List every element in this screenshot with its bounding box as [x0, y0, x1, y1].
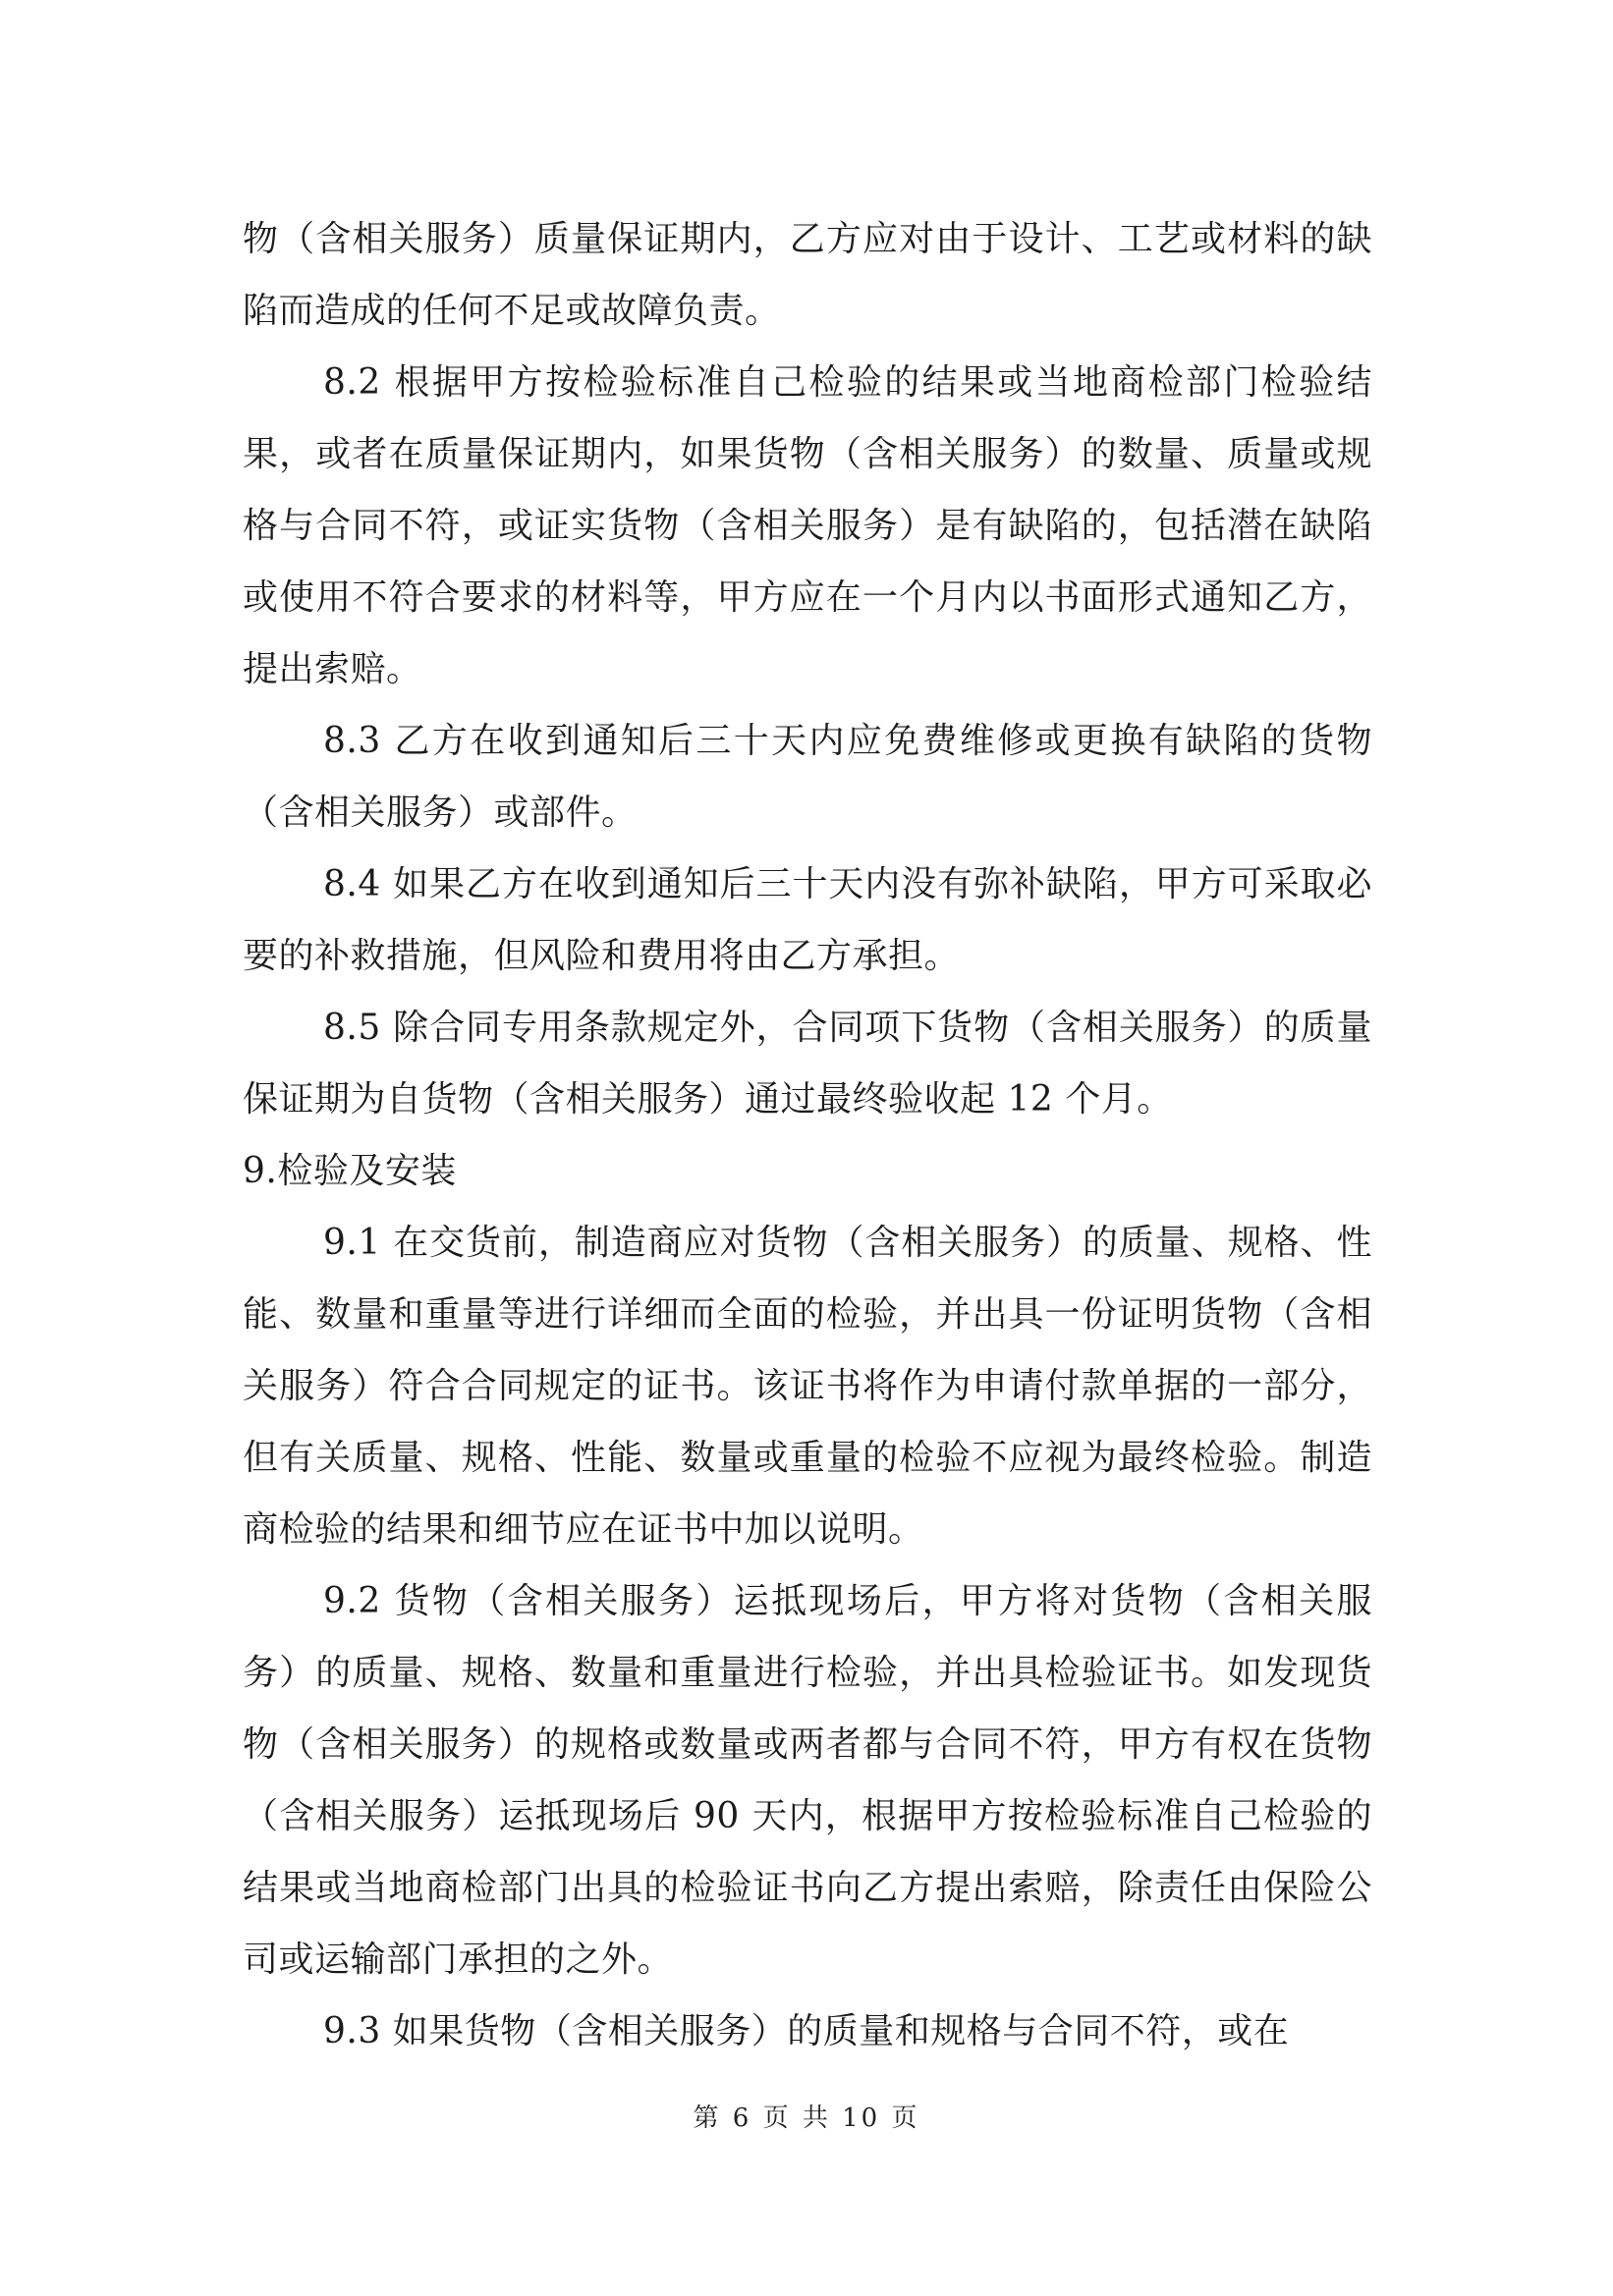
document-body [243, 203, 1372, 2067]
paragraph-8-5: 8.5 除合同专用条款规定外，合同项下货物（含相关服务）的质量保证期为自货物（含相关服务）通过最终验收起 12 个月。 [243, 1008, 1372, 1120]
paragraph-9-1: 9.1 在交货前，制造商应对货物（含相关服务）的质量、规格、性能、数量和重量等进行详细而全面的检验，并出具一份证明货物（含相关服务）符合合同规定的证书。该证书将作为申请付款单据的一部分，但有关质量、规格、性能、数量或重量的检验不应视为最终检验。制造商检验的结果和细节应在证书中加以说明。 [243, 1223, 1372, 1550]
paragraph-9-2: 9.2 货物（含相关服务）运抵现场后，甲方将对货物（含相关服务）的质量、规格、数量和重量进行检验，并出具检验证书。如发现货物（含相关服务）的规格或数量或两者都与合同不符，甲方有权在货物（含相关服务）运抵现场后 90 天内，根据甲方按检验标准自己检验的结果或当地商检部门出具的检验证书向乙方提出索赔，除责任由保险公司或运输部门承担的之外。 [243, 1581, 1372, 1980]
paragraph-continuation: 物（含相关服务）质量保证期内，乙方应对由于设计、工艺或材料的缺陷而造成的任何不足或故障负责。 [243, 219, 1372, 331]
page-footer: 第 6 页 共 10 页 [693, 2104, 920, 2133]
paragraph-8-3: 8.3 乙方在收到通知后三十天内应免费维修或更换有缺陷的货物（含相关服务）或部件。 [243, 721, 1372, 833]
paragraph-8-2: 8.2 根据甲方按检验标准自己检验的结果或当地商检部门检验结果，或者在质量保证期内，如果货物（含相关服务）的数量、质量或规格与合同不符，或证实货物（含相关服务）是有缺陷的，包括潜在缺陷或使用不符合要求的材料等，甲方应在一个月内以书面形式通知乙方，提出索赔。 [243, 362, 1372, 689]
section-heading-9: 9.检验及安装 [243, 1151, 457, 1191]
paragraph-8-4: 8.4 如果乙方在收到通知后三十天内没有弥补缺陷，甲方可采取必要的补救措施，但风险和费用将由乙方承担。 [243, 864, 1372, 976]
paragraph-9-3: 9.3 如果货物（含相关服务）的质量和规格与合同不符，或在 [323, 2011, 1290, 2051]
